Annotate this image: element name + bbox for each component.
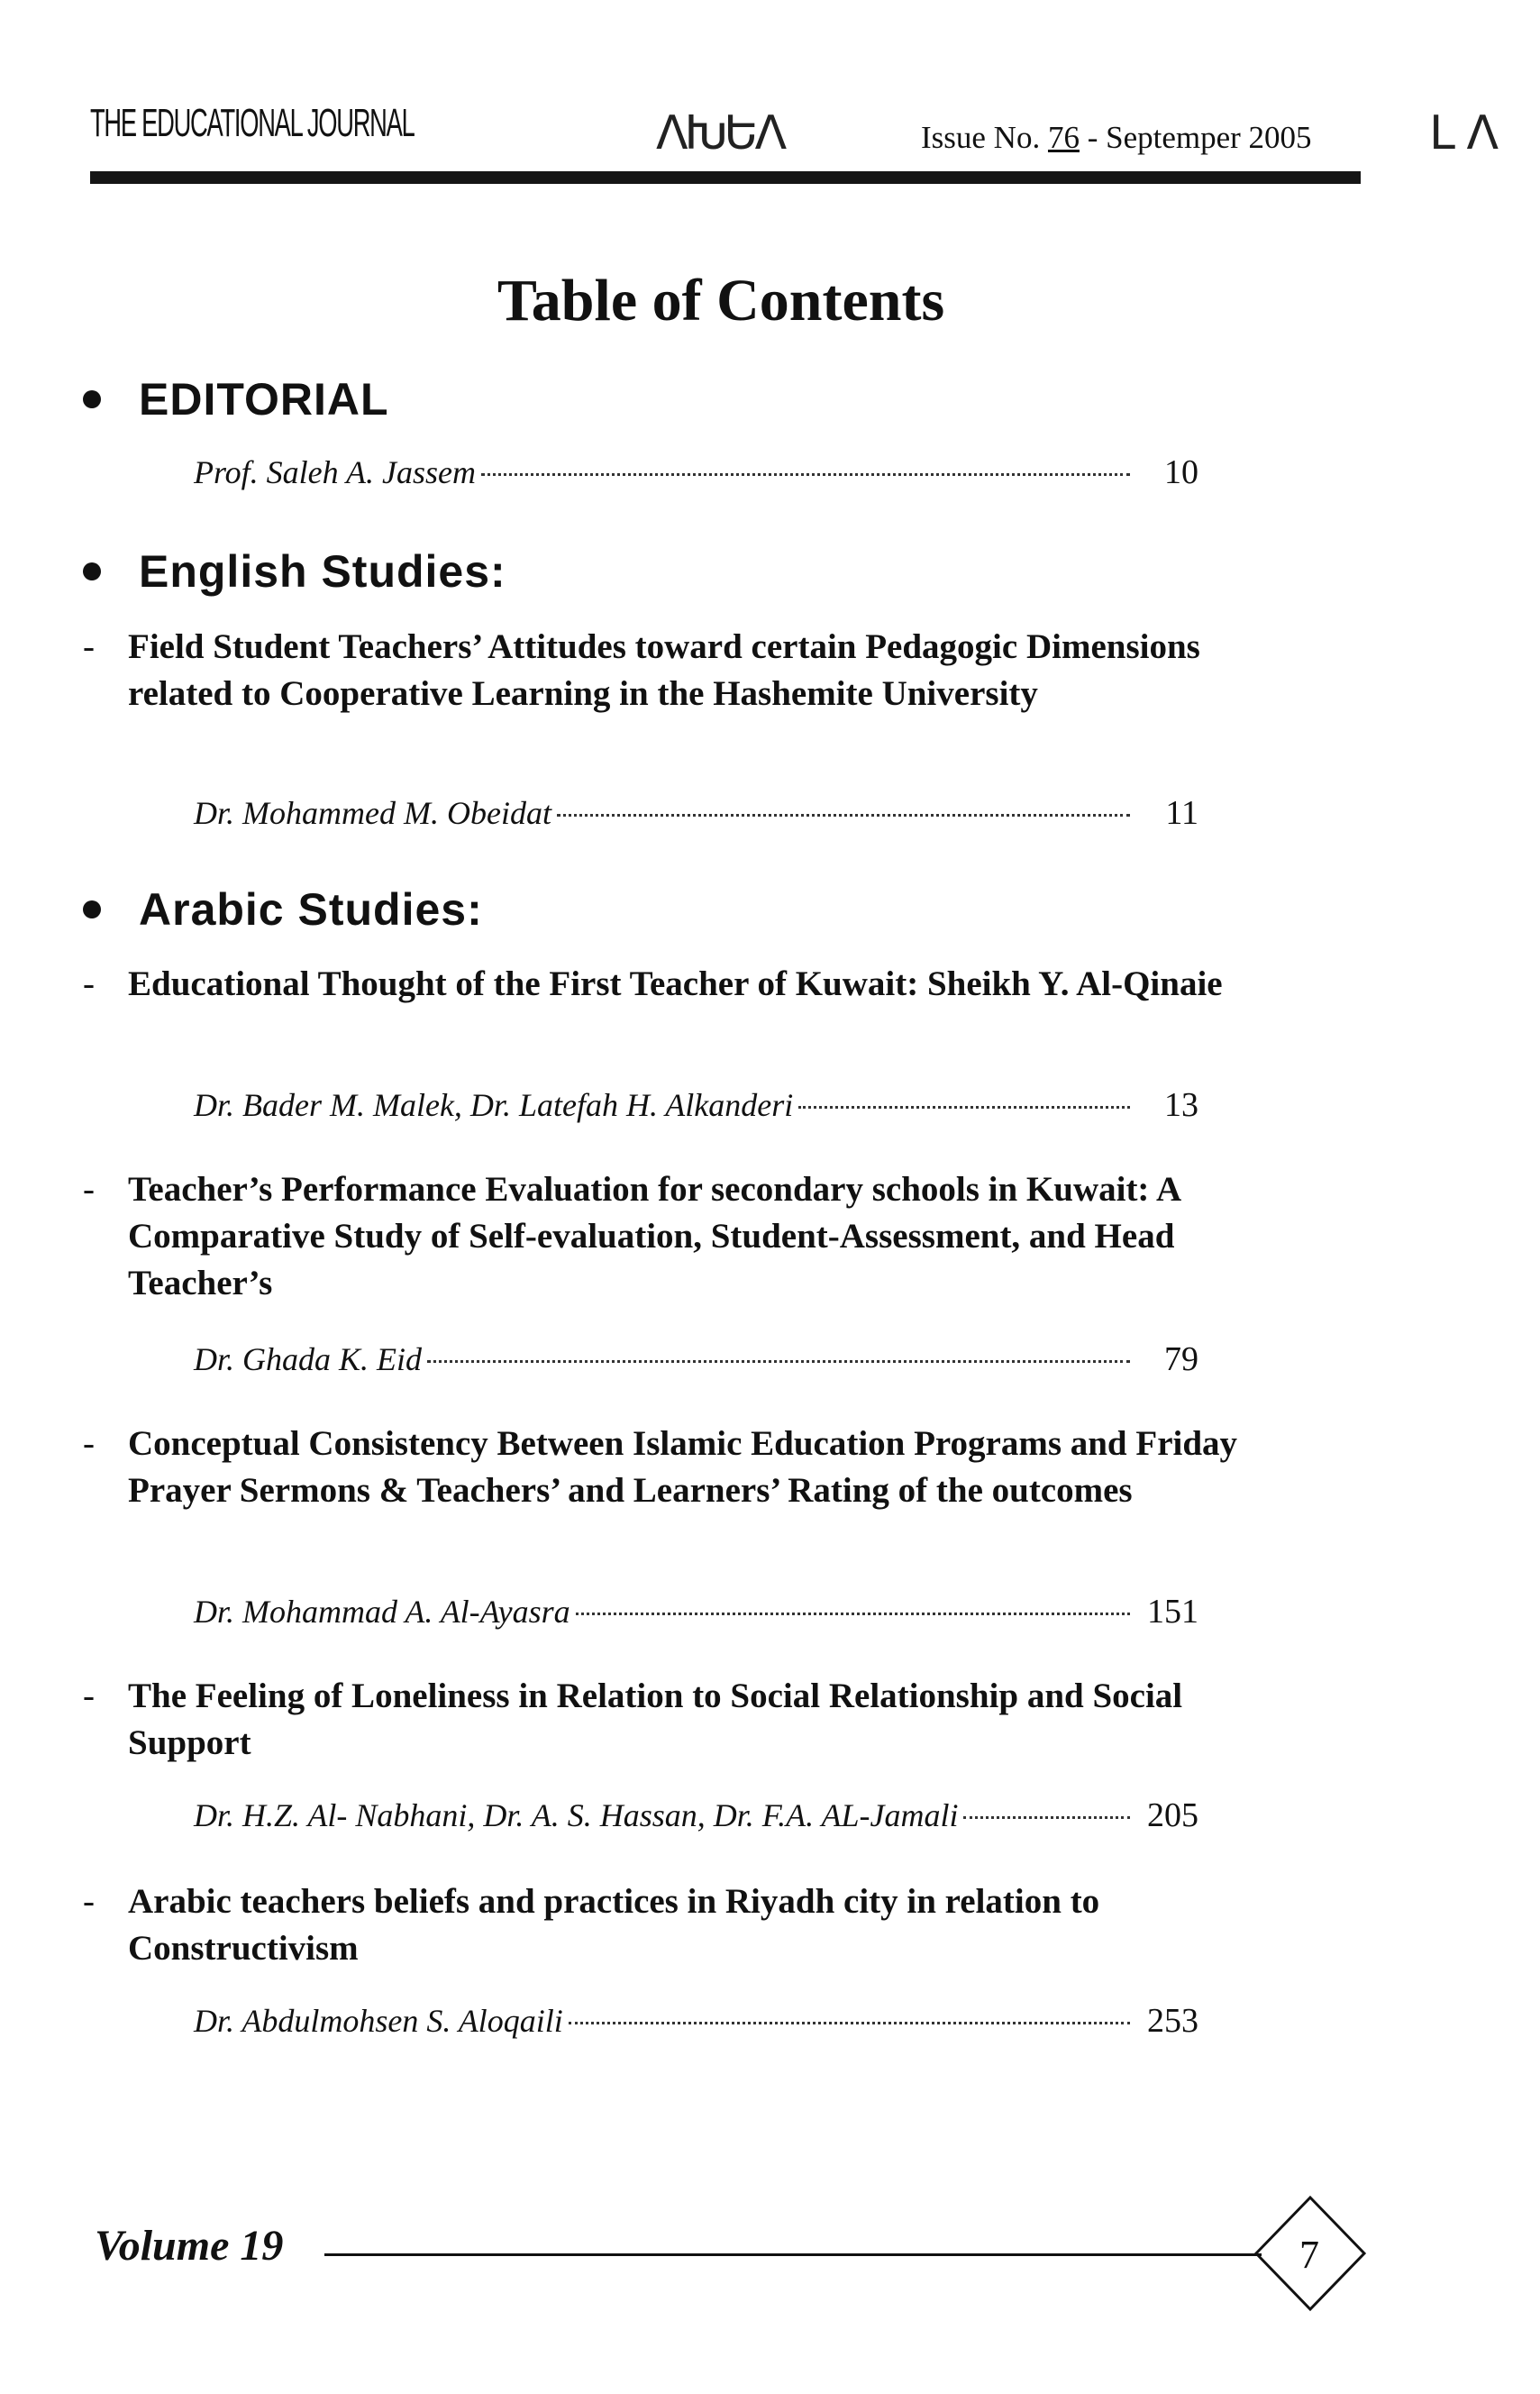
bullet-icon	[83, 562, 101, 580]
entry-author: Dr. Bader M. Malek, Dr. Latefah H. Alkanderi	[194, 1087, 794, 1123]
section-label: EDITORIAL	[139, 374, 389, 425]
dash-marker: -	[83, 1170, 95, 1209]
dash-marker: -	[83, 1677, 95, 1715]
footer-rule	[324, 2253, 1262, 2256]
toc-entry-title[interactable]	[83, 1673, 1245, 1767]
entry-author: Prof. Saleh A. Jassem	[194, 454, 476, 490]
bullet-icon	[83, 900, 101, 918]
toc-entry-author-line[interactable]	[194, 1592, 1198, 1631]
toc-entry-author-line[interactable]	[194, 1339, 1198, 1379]
issue-number: 76	[1047, 120, 1080, 155]
toc-title: Table of Contents	[497, 268, 945, 334]
entry-title-text: The Feeling of Loneliness in Relation to Social Relationship and Social Support	[128, 1677, 1183, 1762]
toc-entry-author-line[interactable]	[194, 452, 1198, 492]
toc-entry-title[interactable]	[83, 961, 1245, 1008]
dash-marker: -	[83, 964, 95, 1003]
issue-date: - Septemper 2005	[1079, 120, 1312, 155]
entry-page-number: 151	[1147, 1593, 1198, 1631]
footer-page-number: 7	[1299, 2233, 1319, 2277]
bullet-icon	[83, 390, 101, 408]
entry-author: Dr. H.Z. Al- Nabhani, Dr. A. S. Hassan, Dr. F.A. AL-Jamali	[194, 1797, 959, 1833]
entry-page-number: 79	[1164, 1340, 1198, 1378]
entry-page-number: 13	[1164, 1086, 1198, 1124]
toc-entry-author-line[interactable]	[194, 1796, 1198, 1835]
section-heading-arabic-studies	[83, 883, 483, 936]
section-label: English Studies:	[139, 546, 506, 597]
toc-entry-author-line[interactable]	[194, 1085, 1198, 1125]
dot-leader	[569, 2022, 1130, 2024]
journal-title: THE EDUCATIONAL JOURNAL	[90, 101, 415, 145]
entry-title-text: Teacher’s Performance Evaluation for secondary schools in Kuwait: A Comparative Study of Self-evaluation, Student-Assessment, and Head Teacher’s	[128, 1170, 1180, 1302]
dash-marker: -	[83, 1882, 95, 1921]
dot-leader	[963, 1816, 1130, 1819]
entry-page-number: 11	[1165, 794, 1198, 832]
dot-leader	[557, 814, 1130, 817]
entry-page-number: 205	[1147, 1796, 1198, 1834]
dash-marker: -	[83, 1424, 95, 1463]
toc-entry-title[interactable]	[83, 1166, 1245, 1307]
entry-author: Dr. Mohammed M. Obeidat	[194, 795, 551, 831]
section-label: Arabic Studies:	[139, 884, 483, 935]
entry-page-number: 10	[1164, 453, 1198, 491]
entry-author: Dr. Ghada K. Eid	[194, 1341, 423, 1377]
entry-author: Dr. Mohammad A. Al-Ayasra	[194, 1594, 570, 1630]
toc-entry-author-line[interactable]	[194, 793, 1198, 833]
entry-page-number: 253	[1147, 2002, 1198, 2040]
section-heading-editorial	[83, 373, 389, 425]
issue-prefix: Issue No.	[921, 120, 1048, 155]
toc-entry-author-line[interactable]	[194, 2001, 1198, 2041]
toc-entry-title[interactable]	[83, 1878, 1245, 1972]
dot-leader	[427, 1360, 1130, 1363]
toc-entry-title[interactable]	[83, 624, 1245, 717]
dot-leader	[576, 1613, 1130, 1615]
entry-title-text: Conceptual Consistency Between Islamic Education Programs and Friday Prayer Sermons & Teachers’ and Learners’ Rating of the outcomes	[128, 1424, 1238, 1510]
entry-title-text: Arabic teachers beliefs and practices in Riyadh city in relation to Constructivism	[128, 1882, 1100, 1968]
entry-title-text: Field Student Teachers’ Attitudes toward certain Pedagogic Dimensions related to Cooperative Learning in the Hashemite University	[128, 627, 1200, 713]
handwritten-annotation-right: L Λ	[1429, 106, 1498, 160]
dash-marker: -	[83, 627, 95, 666]
issue-info	[921, 120, 1312, 156]
dot-leader	[798, 1106, 1130, 1109]
toc-entry-title[interactable]	[83, 1421, 1245, 1514]
footer-volume: Volume 19	[95, 2222, 284, 2270]
handwritten-annotation-left: ΛԽԵΛ	[656, 106, 784, 160]
header-rule	[90, 171, 1361, 184]
entry-title-text: Educational Thought of the First Teacher of Kuwait: Sheikh Y. Al-Qinaie	[128, 964, 1223, 1003]
entry-author: Dr. Abdulmohsen S. Aloqaili	[194, 2003, 563, 2039]
dot-leader	[481, 473, 1130, 476]
section-heading-english-studies	[83, 545, 506, 598]
